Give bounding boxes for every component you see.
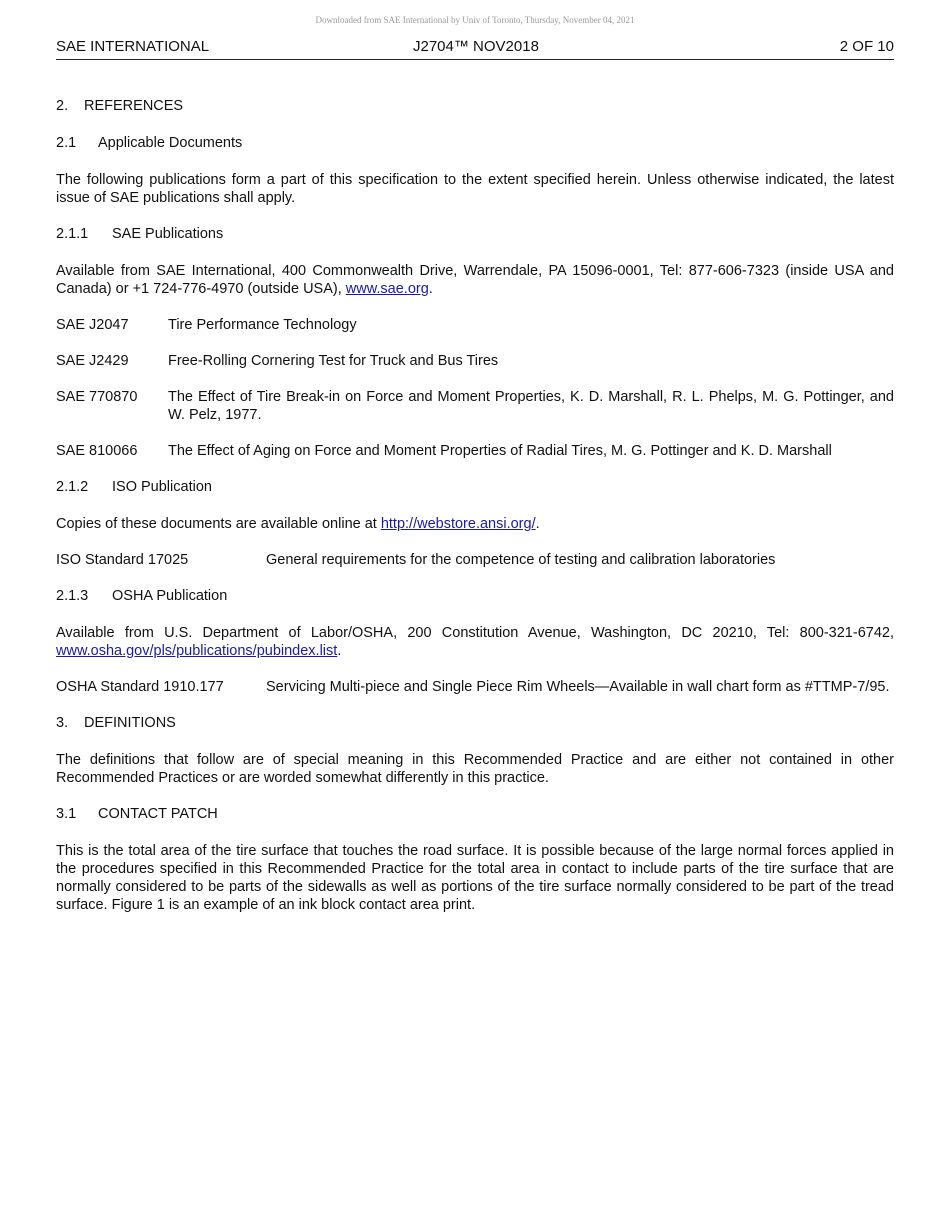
paragraph-end: . [428, 281, 433, 297]
document-body [56, 97, 894, 932]
reference-item [56, 678, 894, 696]
paragraph-text: Available from U.S. Department of Labor/OSHA, 200 Constitution Avenue, Washington, DC 20210, Tel: 800-321-6742, [56, 625, 894, 641]
section-title: REFERENCES [84, 98, 184, 114]
section-title: Applicable Documents [98, 135, 243, 151]
section-number: 2. [56, 98, 69, 114]
reference-item [56, 388, 894, 424]
section-number: 2.1.1 [56, 226, 89, 242]
paragraph-contact-patch: This is the total area of the tire surface that touches the road surface. It is possible because of the large normal forces applied in the procedures specified in this Recommended Practice for the total area in contact to include parts of the tire surface that are normally considered to be parts of the sidewalls as well as portions of the tire surface normally considered to be part of the tread surface. Figure 1 is an example of an ink block contact area print. [56, 843, 894, 913]
paragraph-end: . [337, 643, 342, 659]
section-heading-definitions [56, 714, 894, 732]
paragraph-osha-availability [56, 624, 894, 660]
section-number: 2.1.2 [56, 479, 89, 495]
header-publisher: SAE INTERNATIONAL [56, 38, 210, 55]
section-title: DEFINITIONS [84, 715, 176, 731]
reference-code: ISO Standard 17025 [56, 552, 189, 568]
reference-title: The Effect of Tire Break-in on Force and Moment Properties, K. D. Marshall, R. L. Phelps, M. G. Pottinger, and W. Pelz, 1977. [168, 389, 894, 423]
paragraph-text: Available from SAE International, 400 Commonwealth Drive, Warrendale, PA 15096-0001, Tel: 877-606-7323 (inside USA and Canada) or +1 724-776-4970 (outside USA), [56, 263, 894, 297]
download-watermark: Downloaded from SAE International by Univ of Toronto, Thursday, November 04, 2021 [315, 15, 635, 25]
section-title: CONTACT PATCH [98, 806, 218, 822]
reference-title: The Effect of Aging on Force and Moment Properties of Radial Tires, M. G. Pottinger and K. D. Marshall [168, 443, 832, 459]
reference-code: SAE 810066 [56, 443, 138, 459]
paragraph-end: . [535, 516, 540, 532]
reference-code: SAE J2047 [56, 317, 129, 333]
paragraph-iso-availability [56, 515, 894, 533]
section-number: 2.1.3 [56, 588, 89, 604]
paragraph-definitions: The definitions that follow are of special meaning in this Recommended Practice and are either not contained in other Recommended Practices or are worded somewhat differently in this practice. [56, 752, 894, 786]
section-title: OSHA Publication [112, 588, 228, 604]
reference-title: Free-Rolling Cornering Test for Truck and Bus Tires [168, 353, 499, 369]
header-doc-id: J2704™ NOV2018 [413, 38, 539, 55]
section-heading-osha-publication [56, 587, 894, 605]
section-heading-references [56, 97, 894, 115]
reference-code: SAE 770870 [56, 389, 138, 405]
section-heading-sae-publications [56, 225, 894, 243]
paragraph-applicable-documents: The following publications form a part of this specification to the extent specified herein. Unless otherwise indicated, the latest issue of SAE publications shall apply. [56, 172, 894, 206]
ansi-webstore-link[interactable]: http://webstore.ansi.org/ [380, 516, 536, 532]
reference-title: Tire Performance Technology [168, 317, 357, 333]
section-number: 3.1 [56, 806, 77, 822]
section-heading-applicable-documents [56, 134, 894, 152]
section-number: 2.1 [56, 135, 77, 151]
section-title: ISO Publication [112, 479, 212, 495]
page-header [56, 38, 894, 60]
paragraph-sae-availability [56, 262, 894, 298]
sae-website-link[interactable]: www.sae.org [345, 281, 429, 297]
reference-item [56, 316, 894, 334]
section-title: SAE Publications [112, 226, 224, 242]
reference-item [56, 442, 894, 460]
paragraph-text: Copies of these documents are available online at [56, 516, 381, 532]
reference-item [56, 352, 894, 370]
header-page-number: 2 OF 10 [839, 38, 894, 55]
reference-title: General requirements for the competence of testing and calibration laboratories [266, 552, 776, 568]
section-heading-iso-publication [56, 478, 894, 496]
reference-item [56, 551, 894, 569]
section-number: 3. [56, 715, 69, 731]
reference-title: Servicing Multi-piece and Single Piece Rim Wheels—Available in wall chart form as #TTMP-7/95. [266, 679, 890, 695]
reference-code: SAE J2429 [56, 353, 129, 369]
osha-publications-link[interactable]: www.osha.gov/pls/publications/pubindex.list [56, 643, 338, 659]
reference-code: OSHA Standard 1910.177 [56, 679, 224, 695]
section-heading-contact-patch [56, 805, 894, 823]
